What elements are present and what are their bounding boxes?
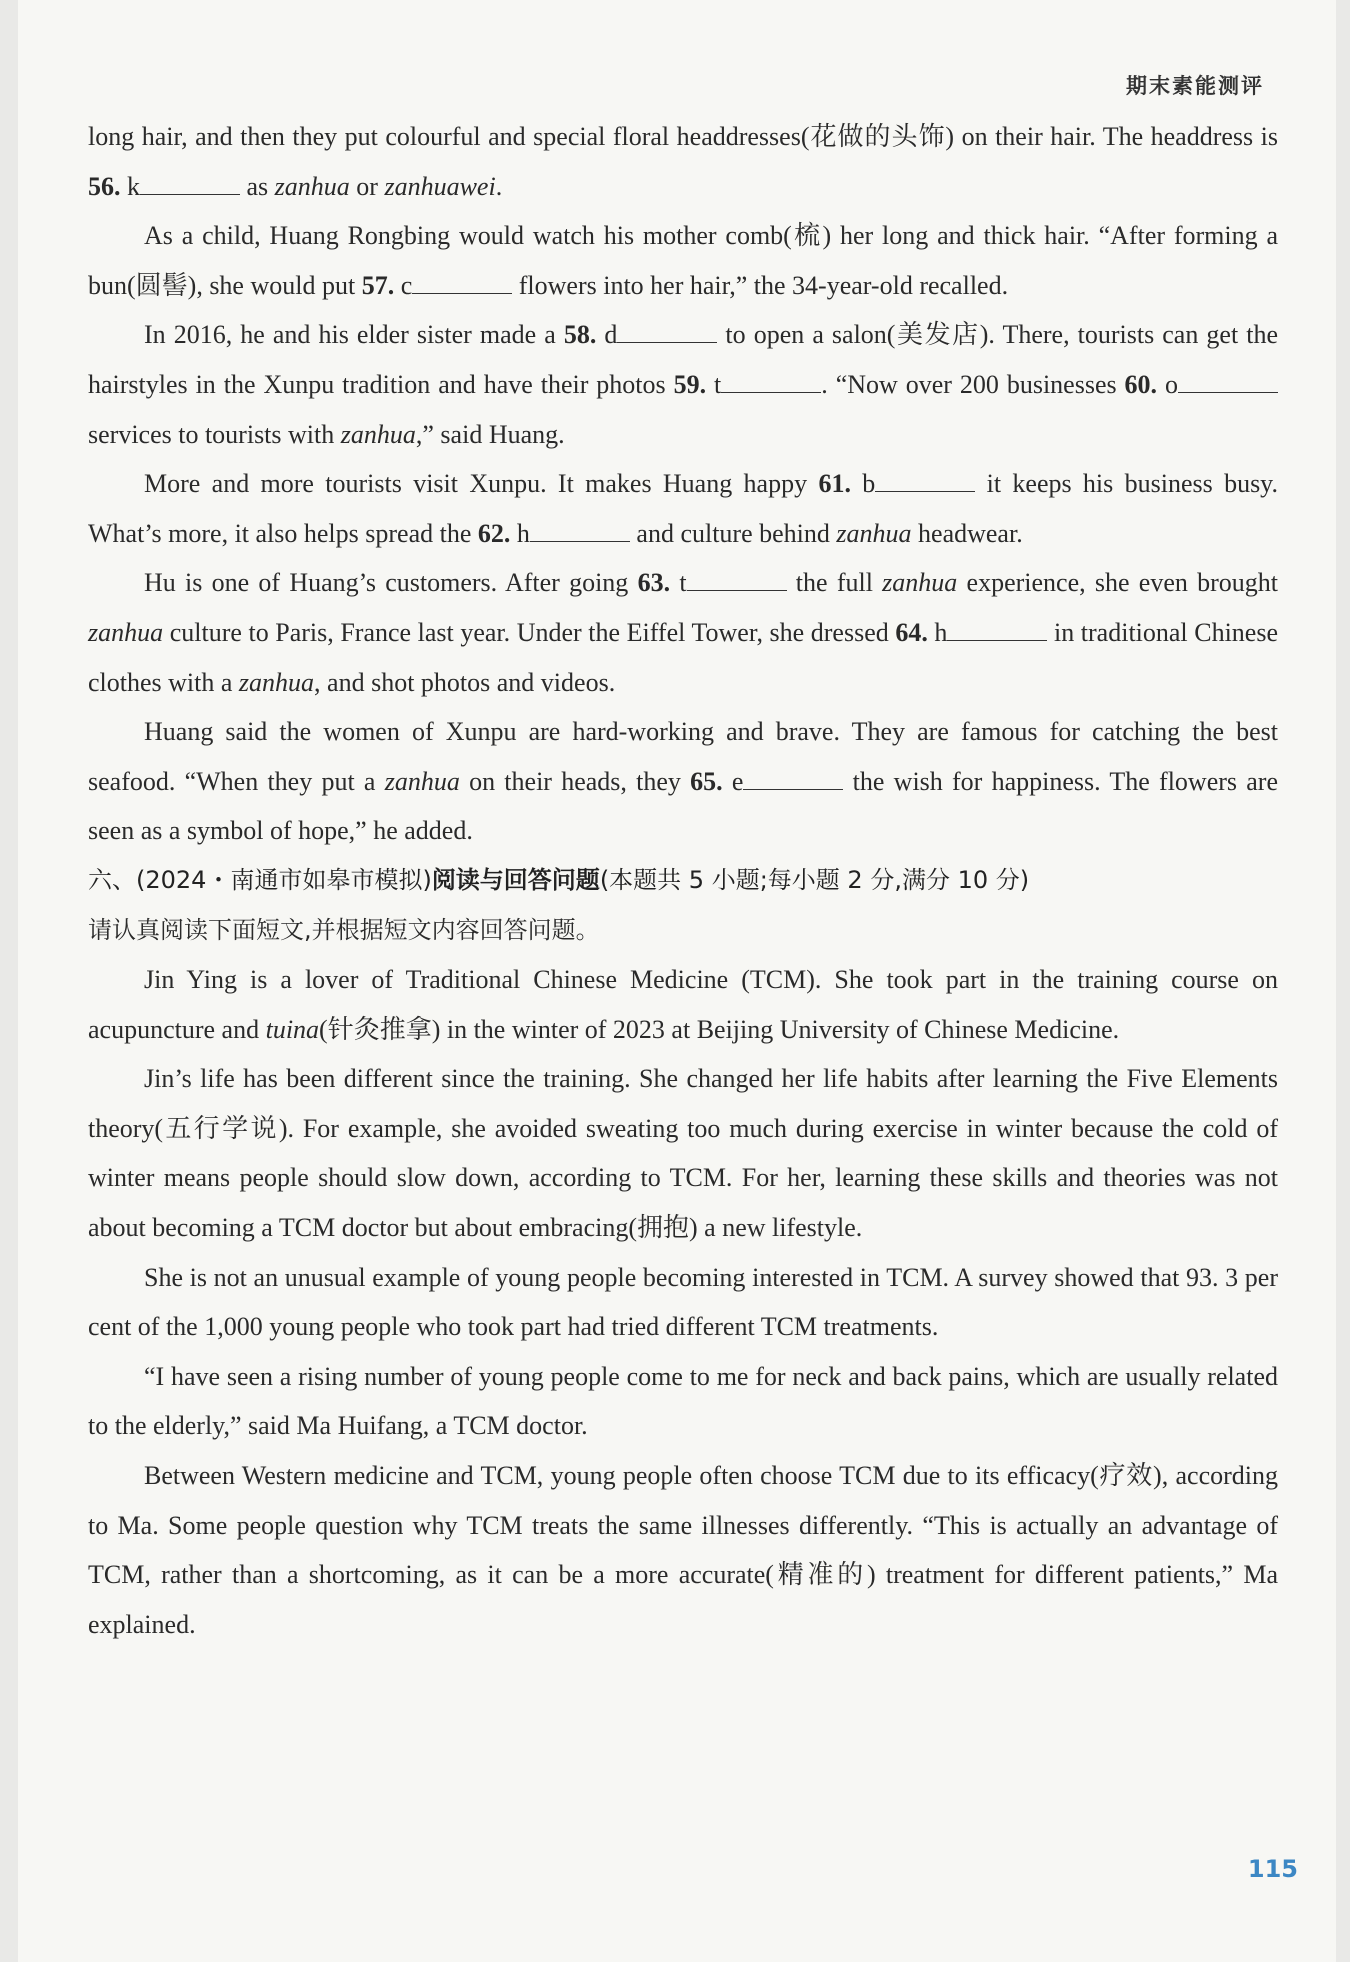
- first-letter-hint: b: [850, 469, 876, 499]
- text: ,” said Huang.: [415, 419, 565, 449]
- text: the wish for happiness. The flowers are seen as a symbol of hope,” he added.: [88, 766, 1278, 846]
- page-number: 115: [1247, 1855, 1298, 1883]
- text: flowers into her hair,” the 34-year-old recalled.: [512, 270, 1009, 300]
- question-number: 64.: [895, 617, 928, 647]
- passage-paragraph: “I have seen a rising number of young people come to me for neck and back pains, which are usually related to the elderly,” said Ma Huifang, a TCM doctor.: [88, 1361, 1278, 1441]
- first-letter-hint: t: [670, 568, 687, 598]
- question-number: 57.: [361, 270, 395, 300]
- text: headwear.: [911, 518, 1023, 548]
- answer-blank-63[interactable]: [687, 560, 787, 591]
- passage-paragraph: Between Western medicine and TCM, young people often choose TCM due to its efficacy(疗效), according to Ma. Some people question why TCM treats the same illnesses differently. “This is actually an advantage of TCM, rather than a shortcoming, as it can be a more accurate(精准的) treatment for different patients,” Ma explained.: [88, 1461, 1278, 1639]
- passage-paragraph: [88, 707, 1278, 856]
- text: experience, she even brought: [957, 568, 1279, 598]
- question-number: 61.: [818, 469, 851, 499]
- question-number: 58.: [563, 320, 597, 350]
- text: as: [240, 171, 275, 201]
- first-letter-hint: h: [510, 518, 530, 548]
- first-letter-hint: h: [927, 617, 948, 647]
- italic-term: zanhua: [274, 171, 350, 201]
- text: , and shot photos and videos.: [314, 667, 616, 697]
- text: in traditional Chinese clothes with a: [88, 617, 1279, 697]
- passage-paragraph: Jin’s life has been different since the training. She changed her life habits after learning the Five Elements theory(五行学说). For example, she avoided sweating too much during exercise in winter because the cold of winter means people should slow down, according to TCM. For her, learning these skills and theories was not about becoming a TCM doctor but about embracing(拥抱) a new lifestyle.: [88, 1064, 1278, 1243]
- section-source: 六、(2024・南通市如皋市模拟): [88, 865, 432, 894]
- text: or: [349, 171, 385, 201]
- text: Jin Ying is a lover of Traditional Chinese Medicine (TCM). She took part in the training course on acupuncture and: [88, 965, 1278, 1044]
- text: to open a salon(美发店). There, tourists can get the hairstyles in the Xunpu tradition and have their photos: [88, 320, 1278, 399]
- answer-blank-59[interactable]: [721, 362, 821, 393]
- passage-paragraph: She is not an unusual example of young people becoming interested in TCM. A survey showed that 93. 3 per cent of the 1,000 young people who took part had tried different TCM treatments.: [88, 1262, 1278, 1342]
- question-number: 56.: [88, 171, 121, 201]
- passage-paragraph: [88, 112, 1278, 211]
- passage-paragraph: [88, 558, 1278, 707]
- italic-term: zanhua: [882, 568, 958, 598]
- italic-term: zanhua: [238, 667, 315, 697]
- answer-blank-60[interactable]: [1178, 362, 1278, 393]
- passage-paragraph: [88, 211, 1278, 310]
- text: it keeps his business busy. What’s more, it also helps spread the: [88, 469, 1278, 548]
- question-number: 62.: [477, 518, 511, 548]
- answer-blank-62[interactable]: [530, 511, 630, 542]
- passage-paragraph: [88, 310, 1278, 459]
- text: culture to Paris, France last year. Under the Eiffel Tower, she dressed: [163, 617, 896, 647]
- italic-term: zanhuawei: [384, 171, 496, 201]
- text: the full: [786, 568, 883, 598]
- page-content: [88, 112, 1278, 1649]
- text: More and more tourists visit Xunpu. It makes Huang happy: [144, 469, 819, 499]
- first-letter-hint: d: [596, 320, 618, 350]
- text: .: [495, 171, 503, 201]
- answer-blank-61[interactable]: [875, 461, 975, 492]
- first-letter-hint: c: [394, 270, 413, 300]
- question-number: 59.: [673, 369, 707, 399]
- text: services to tourists with: [88, 419, 341, 449]
- italic-term: zanhua: [88, 617, 164, 647]
- answer-blank-58[interactable]: [617, 312, 717, 343]
- first-letter-hint: k: [120, 171, 140, 201]
- answer-blank-56[interactable]: [140, 164, 240, 195]
- question-number: 65.: [690, 766, 723, 796]
- text: and culture behind: [629, 518, 837, 548]
- answer-blank-57[interactable]: [412, 263, 512, 294]
- question-number: 60.: [1124, 369, 1158, 399]
- question-number: 63.: [637, 568, 671, 598]
- first-letter-hint: o: [1157, 369, 1178, 399]
- section-name: 阅读与回答问题: [431, 865, 600, 894]
- text: As a child, Huang Rongbing would watch his mother comb(梳) her long and thick hair. “After forming a bun(圆髻), she would put: [88, 221, 1278, 300]
- section-instruction: 请认真阅读下面短文,并根据短文内容回答问题。: [88, 915, 600, 944]
- worksheet-page: [18, 0, 1336, 1962]
- section-scoring: (本题共 5 小题;每小题 2 分,满分 10 分): [599, 865, 1030, 894]
- answer-blank-65[interactable]: [743, 759, 843, 790]
- text: Huang said the women of Xunpu are hard-working and brave. They are famous for catching the best seafood. “When they put a: [88, 717, 1278, 796]
- italic-term: zanhua: [384, 766, 460, 796]
- italic-term: zanhua: [340, 419, 416, 449]
- text: . “Now over 200 businesses: [821, 369, 1125, 399]
- passage-paragraph: [88, 459, 1278, 558]
- italic-term: zanhua: [836, 518, 912, 548]
- first-letter-hint: t: [706, 369, 722, 399]
- section-six-title: [88, 856, 1278, 906]
- text: long hair, and then they put colourful and special floral headdresses(花做的头饰) on their hair. The headdress is: [88, 122, 1278, 151]
- text: on their heads, they: [459, 766, 691, 796]
- text: Hu is one of Huang’s customers. After going: [144, 568, 638, 598]
- passage-paragraph: [88, 955, 1278, 1054]
- answer-blank-64[interactable]: [947, 610, 1047, 641]
- text: In 2016, he and his elder sister made a: [144, 320, 564, 350]
- italic-term: tuina: [265, 1014, 320, 1044]
- text: (针灸推拿) in the winter of 2023 at Beijing University of Chinese Medicine.: [319, 1014, 1120, 1044]
- running-header: 期末素能测评: [1126, 74, 1264, 98]
- first-letter-hint: e: [722, 766, 744, 796]
